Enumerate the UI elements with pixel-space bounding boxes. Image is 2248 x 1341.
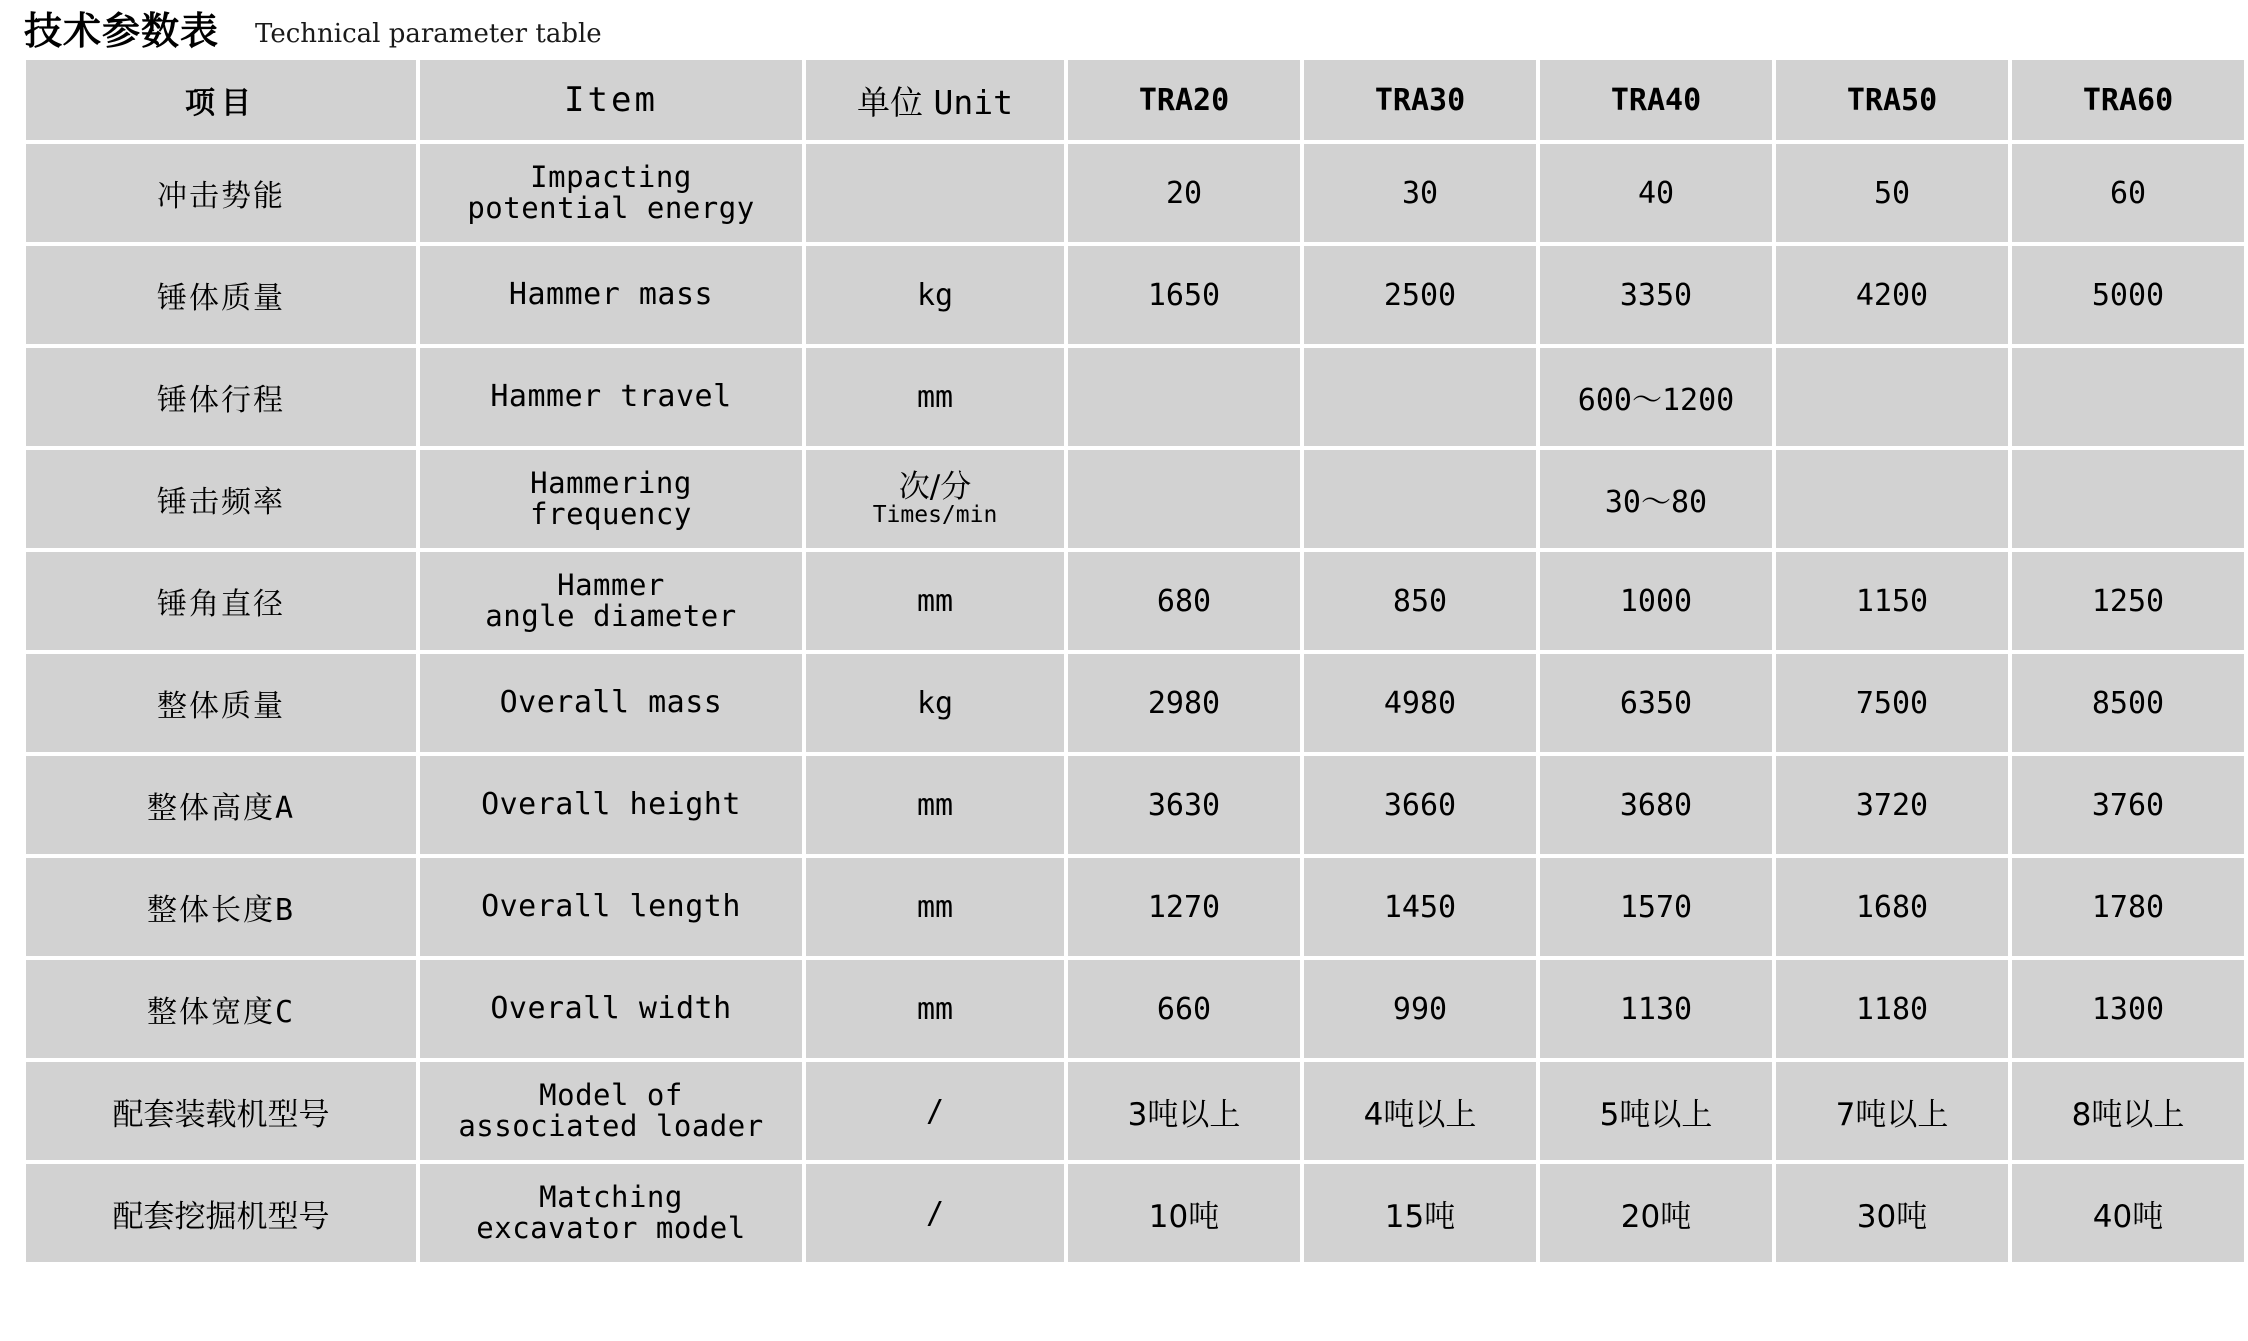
row-unit: kg <box>806 246 1064 344</box>
row-label-en <box>420 450 802 548</box>
cell-value: 660 <box>1068 960 1300 1058</box>
row-unit <box>806 450 1064 548</box>
row-label-cn: 冲击势能 <box>26 144 416 242</box>
row-label-cn: 整体长度B <box>26 858 416 956</box>
table-row <box>26 144 2244 242</box>
cell-value: 4吨以上 <box>1304 1062 1536 1160</box>
cell-value: 1680 <box>1776 858 2008 956</box>
row-label-en: Overall mass <box>420 654 802 752</box>
row-label-en-line2: angle diameter <box>485 599 737 633</box>
row-unit: / <box>806 1062 1064 1160</box>
cell-value: 680 <box>1068 552 1300 650</box>
cell-value: 4980 <box>1304 654 1536 752</box>
row-label-cn: 整体质量 <box>26 654 416 752</box>
table-row <box>26 1062 2244 1160</box>
page-title-en: Technical parameter table <box>255 19 602 49</box>
cell-value: 3吨以上 <box>1068 1062 1300 1160</box>
table-row <box>26 858 2244 956</box>
table-header-row <box>26 60 2244 140</box>
cell-value: 7吨以上 <box>1776 1062 2008 1160</box>
cell-value: 15吨 <box>1304 1164 1536 1262</box>
cell-value: 3680 <box>1540 756 1772 854</box>
table-row <box>26 654 2244 752</box>
row-label-cn: 整体高度A <box>26 756 416 854</box>
cell-value: 1180 <box>1776 960 2008 1058</box>
cell-value: 40吨 <box>2012 1164 2244 1262</box>
table-row <box>26 552 2244 650</box>
cell-empty <box>1776 450 2008 548</box>
cell-value: 1450 <box>1304 858 1536 956</box>
cell-value: 1000 <box>1540 552 1772 650</box>
cell-value: 4200 <box>1776 246 2008 344</box>
cell-empty <box>1304 348 1536 446</box>
cell-value: 20吨 <box>1540 1164 1772 1262</box>
row-unit: mm <box>806 552 1064 650</box>
cell-empty <box>1068 450 1300 548</box>
row-unit: / <box>806 1164 1064 1262</box>
row-label-cn: 锤体质量 <box>26 246 416 344</box>
row-label-en-line2: associated loader <box>458 1109 764 1143</box>
row-unit: mm <box>806 348 1064 446</box>
cell-value: 3720 <box>1776 756 2008 854</box>
row-unit: mm <box>806 960 1064 1058</box>
row-label-en: Overall height <box>420 756 802 854</box>
cell-empty <box>1776 348 2008 446</box>
technical-parameter-table <box>22 56 2248 1266</box>
row-label-en <box>420 1062 802 1160</box>
cell-value: 1780 <box>2012 858 2244 956</box>
table-row <box>26 348 2244 446</box>
page-title-cn: 技术参数表 <box>24 9 220 53</box>
cell-value: 3760 <box>2012 756 2244 854</box>
row-unit <box>806 144 1064 242</box>
table-row <box>26 450 2244 548</box>
cell-value: 3660 <box>1304 756 1536 854</box>
table-row <box>26 756 2244 854</box>
cell-value: 1300 <box>2012 960 2244 1058</box>
cell-value: 5吨以上 <box>1540 1062 1772 1160</box>
cell-value: 6350 <box>1540 654 1772 752</box>
row-label-en-line1: Hammering <box>530 465 692 500</box>
cell-value: 1250 <box>2012 552 2244 650</box>
header-model-tra30: TRA30 <box>1304 60 1536 140</box>
cell-value: 1130 <box>1540 960 1772 1058</box>
cell-value: 5000 <box>2012 246 2244 344</box>
row-label-cn: 配套挖掘机型号 <box>26 1164 416 1262</box>
row-label-en-line2: excavator model <box>476 1211 746 1245</box>
cell-empty <box>2012 450 2244 548</box>
cell-value: 8吨以上 <box>2012 1062 2244 1160</box>
header-unit <box>806 60 1064 140</box>
table-row <box>26 1164 2244 1262</box>
cell-value: 20 <box>1068 144 1300 242</box>
row-label-en-line2: frequency <box>530 497 692 531</box>
cell-empty <box>1068 348 1300 446</box>
cell-value: 3350 <box>1540 246 1772 344</box>
cell-value: 1150 <box>1776 552 2008 650</box>
row-label-en: Overall length <box>420 858 802 956</box>
cell-empty <box>2012 348 2244 446</box>
row-label-cn: 锤击频率 <box>26 450 416 548</box>
cell-value: 60 <box>2012 144 2244 242</box>
cell-value: 30 <box>1304 144 1536 242</box>
cell-value: 990 <box>1304 960 1536 1058</box>
cell-value: 7500 <box>1776 654 2008 752</box>
title-row <box>0 0 2248 56</box>
cell-value: 3630 <box>1068 756 1300 854</box>
header-unit-cn: 单位 <box>857 82 923 122</box>
row-label-en: Overall width <box>420 960 802 1058</box>
header-model-tra50: TRA50 <box>1776 60 2008 140</box>
table-row <box>26 246 2244 344</box>
cell-value: 30吨 <box>1776 1164 2008 1262</box>
cell-value: 10吨 <box>1068 1164 1300 1262</box>
row-unit: mm <box>806 858 1064 956</box>
header-unit-en: Unit <box>933 82 1013 122</box>
header-model-tra40: TRA40 <box>1540 60 1772 140</box>
table-row <box>26 960 2244 1058</box>
row-unit: kg <box>806 654 1064 752</box>
cell-value: 8500 <box>2012 654 2244 752</box>
row-label-en-line1: Impacting <box>530 159 692 194</box>
row-label-cn: 整体宽度C <box>26 960 416 1058</box>
header-item-en: Item <box>420 60 802 140</box>
row-label-en-line1: Hammer <box>557 567 665 602</box>
header-model-tra60: TRA60 <box>2012 60 2244 140</box>
row-unit-cn: 次/分 <box>898 468 972 505</box>
cell-value: 1270 <box>1068 858 1300 956</box>
cell-value: 2500 <box>1304 246 1536 344</box>
row-label-en <box>420 1164 802 1262</box>
cell-value-merged: 30～80 <box>1540 450 1772 548</box>
header-item-cn: 项目 <box>26 60 416 140</box>
cell-value: 850 <box>1304 552 1536 650</box>
row-label-en: Hammer mass <box>420 246 802 344</box>
row-label-en <box>420 144 802 242</box>
cell-value: 40 <box>1540 144 1772 242</box>
cell-value-merged: 600～1200 <box>1540 348 1772 446</box>
row-label-cn: 配套装载机型号 <box>26 1062 416 1160</box>
row-label-cn: 锤角直径 <box>26 552 416 650</box>
row-label-en: Hammer travel <box>420 348 802 446</box>
cell-empty <box>1304 450 1536 548</box>
cell-value: 50 <box>1776 144 2008 242</box>
row-label-en-line1: Model of <box>539 1077 683 1112</box>
cell-value: 1650 <box>1068 246 1300 344</box>
row-unit: mm <box>806 756 1064 854</box>
cell-value: 2980 <box>1068 654 1300 752</box>
row-label-en-line2: potential energy <box>467 191 755 225</box>
row-label-en <box>420 552 802 650</box>
row-label-cn: 锤体行程 <box>26 348 416 446</box>
cell-value: 1570 <box>1540 858 1772 956</box>
row-unit-en: Times/min <box>872 502 998 529</box>
header-model-tra20: TRA20 <box>1068 60 1300 140</box>
row-label-en-line1: Matching <box>539 1179 683 1214</box>
